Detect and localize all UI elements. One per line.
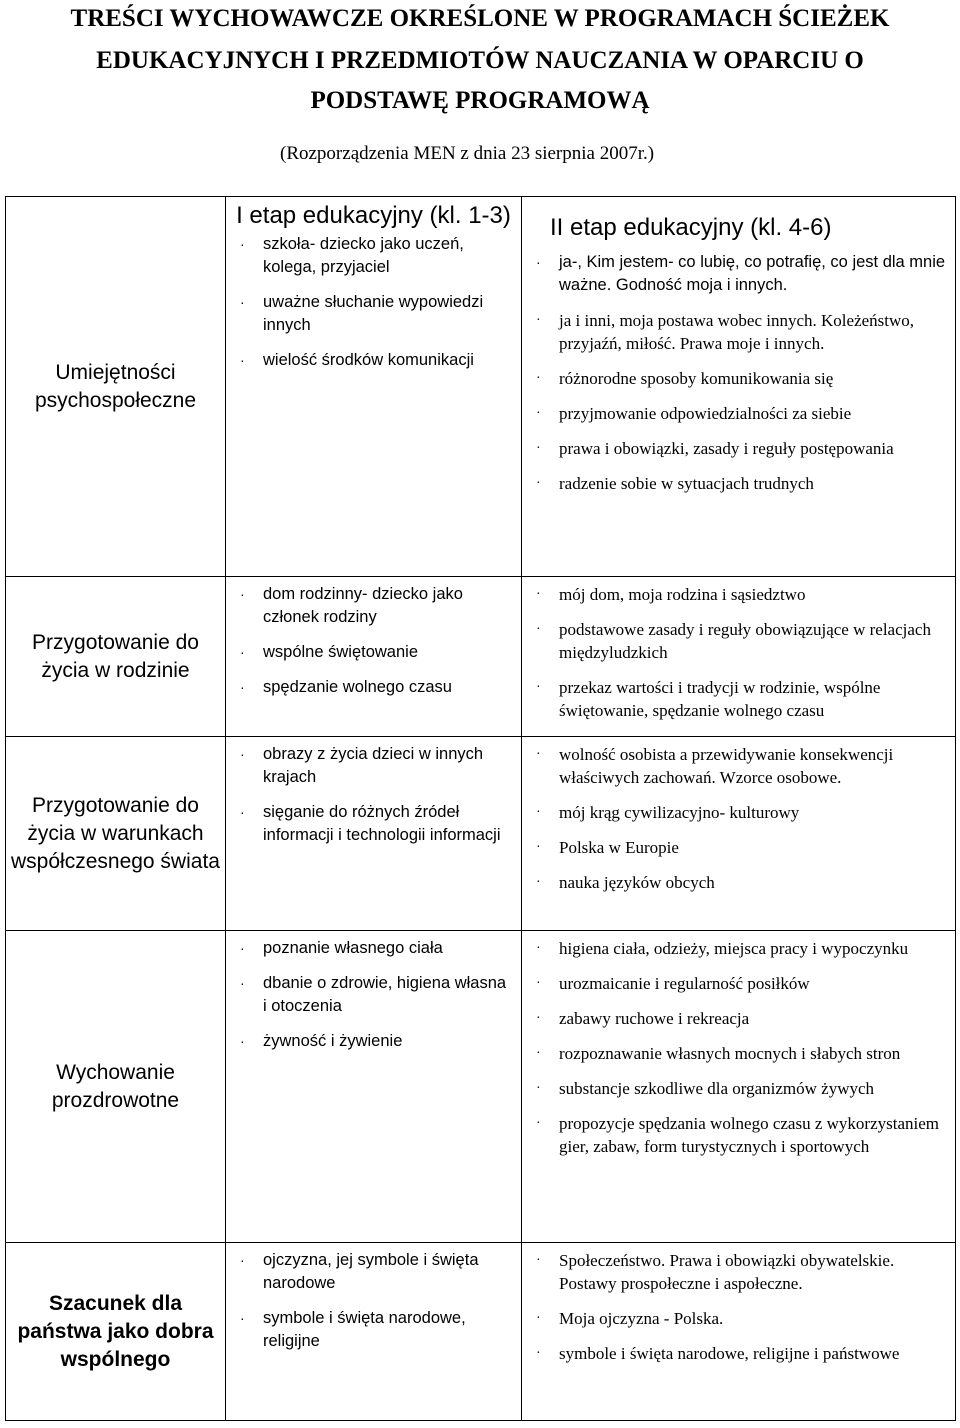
list-item: · symbole i święta narodowe, religijne: [230, 1307, 513, 1353]
list-item: · żywność i żywienie: [230, 1030, 513, 1053]
etap1-list: [226, 229, 521, 386]
content-table: [5, 196, 956, 1421]
list-item: · higiena ciała, odzieży, miejsca pracy i wypoczynku: [526, 937, 947, 960]
row-label-cell: [6, 197, 226, 577]
etap2-list: [522, 737, 955, 908]
list-item: · urozmaicanie i regularność posiłków: [526, 972, 947, 995]
etap2-cell: [522, 931, 956, 1243]
list-item: · ja-, Kim jestem- co lubię, co potrafię, co jest dla mnie ważne. Godność moja i innych.: [526, 251, 947, 297]
list-item: · przyjmowanie odpowiedzialności za siebie: [526, 402, 947, 425]
row-label: Przygotowanie do życia w rodzinie: [32, 630, 199, 682]
list-item: · wspólne świętowanie: [230, 641, 513, 664]
column-header-etap1: I etap edukacyjny (kl. 1-3): [236, 202, 511, 229]
document-title-line-1: TREŚCI WYCHOWAWCZE OKREŚLONE W PROGRAMACH ŚCIEŻEK: [70, 5, 890, 32]
etap1-cell: [226, 197, 522, 577]
list-item: · spędzanie wolnego czasu: [230, 676, 513, 699]
row-label-cell: [6, 931, 226, 1243]
list-item: · radzenie sobie w sytuacjach trudnych: [526, 472, 947, 495]
etap1-list: [226, 577, 521, 713]
list-item: · dbanie o zdrowie, higiena własna i otoczenia: [230, 972, 513, 1018]
document-title-line-2: EDUKACYJNYCH I PRZEDMIOTÓW NAUCZANIA W OPARCIU O: [96, 47, 864, 74]
etap2-cell: [522, 577, 956, 737]
table-row: [6, 931, 956, 1243]
list-item: · mój krąg cywilizacyjno- kulturowy: [526, 801, 947, 824]
list-item: · substancje szkodliwe dla organizmów żywych: [526, 1077, 947, 1100]
etap1-cell: [226, 931, 522, 1243]
etap2-cell: [522, 1243, 956, 1421]
row-label: Przygotowanie do życia w warunkach współczesnego świata: [11, 793, 220, 873]
etap1-list: [226, 1243, 521, 1367]
etap1-list: [226, 737, 521, 861]
list-item: · nauka języków obcych: [526, 871, 947, 894]
etap1-list: [226, 931, 521, 1067]
row-label-cell: [6, 577, 226, 737]
etap2-list: [522, 1243, 955, 1379]
row-label-cell: [6, 1243, 226, 1421]
etap2-cell: [522, 737, 956, 931]
list-item: · ojczyzna, jej symbole i święta narodowe: [230, 1249, 513, 1295]
row-label: Szacunek dla państwa jako dobra wspólnego: [17, 1291, 214, 1371]
list-item: · symbole i święta narodowe, religijne i państwowe: [526, 1342, 947, 1365]
list-item: · propozycje spędzania wolnego czasu z wykorzystaniem gier, zabaw, form turystycznych i sportowych: [526, 1112, 947, 1158]
document-title-line-3: PODSTAWĘ PROGRAMOWĄ: [310, 87, 650, 114]
list-item: · dom rodzinny- dziecko jako członek rodziny: [230, 583, 513, 629]
etap1-cell: [226, 1243, 522, 1421]
list-item: · zabawy ruchowe i rekreacja: [526, 1007, 947, 1030]
list-item: · uważne słuchanie wypowiedzi innych: [230, 291, 513, 337]
list-item: · Społeczeństwo. Prawa i obowiązki obywatelskie. Postawy prospołeczne i aspołeczne.: [526, 1249, 947, 1295]
document-subtitle: (Rozporządzenia MEN z dnia 23 sierpnia 2007r.): [280, 143, 655, 164]
row-label: Wychowanie prozdrowotne: [51, 1060, 180, 1112]
list-item: · przekaz wartości i tradycji w rodzinie, wspólne świętowanie, spędzanie wolnego czasu: [526, 676, 947, 722]
list-item: · Moja ojczyzna - Polska.: [526, 1307, 947, 1330]
table-row: [6, 197, 956, 577]
list-item: · podstawowe zasady i reguły obowiązujące w relacjach międzyludzkich: [526, 618, 947, 664]
etap1-cell: [226, 577, 522, 737]
etap2-list: [522, 241, 955, 509]
row-label: Umiejętności psychospołeczne: [34, 360, 197, 412]
list-item: · różnorodne sposoby komunikowania się: [526, 367, 947, 390]
list-item: · poznanie własnego ciała: [230, 937, 513, 960]
etap2-list: [522, 577, 955, 736]
list-item: · rozpoznawanie własnych mocnych i słabych stron: [526, 1042, 947, 1065]
list-item: · wielość środków komunikacji: [230, 349, 513, 372]
table-row: [6, 1243, 956, 1421]
etap2-list: [522, 931, 955, 1172]
list-item: · Polska w Europie: [526, 836, 947, 859]
table-row: [6, 577, 956, 737]
list-item: · obrazy z życia dzieci w innych krajach: [230, 743, 513, 789]
list-item: · szkoła- dziecko jako uczeń, kolega, przyjaciel: [230, 233, 513, 279]
list-item: · sięganie do różnych źródeł informacji i technologii informacji: [230, 801, 513, 847]
list-item: · wolność osobista a przewidywanie konsekwencji właściwych zachowań. Wzorce osobowe.: [526, 743, 947, 789]
etap2-cell: [522, 197, 956, 577]
list-item: · prawa i obowiązki, zasady i reguły postępowania: [526, 437, 947, 460]
list-item: · ja i inni, moja postawa wobec innych. Koleżeństwo, przyjaźń, miłość. Prawa moje i innych.: [526, 309, 947, 355]
table-row: [6, 737, 956, 931]
row-label-cell: [6, 737, 226, 931]
etap1-cell: [226, 737, 522, 931]
list-item: · mój dom, moja rodzina i sąsiedztwo: [526, 583, 947, 606]
column-header-etap2: II etap edukacyjny (kl. 4-6): [550, 214, 832, 241]
